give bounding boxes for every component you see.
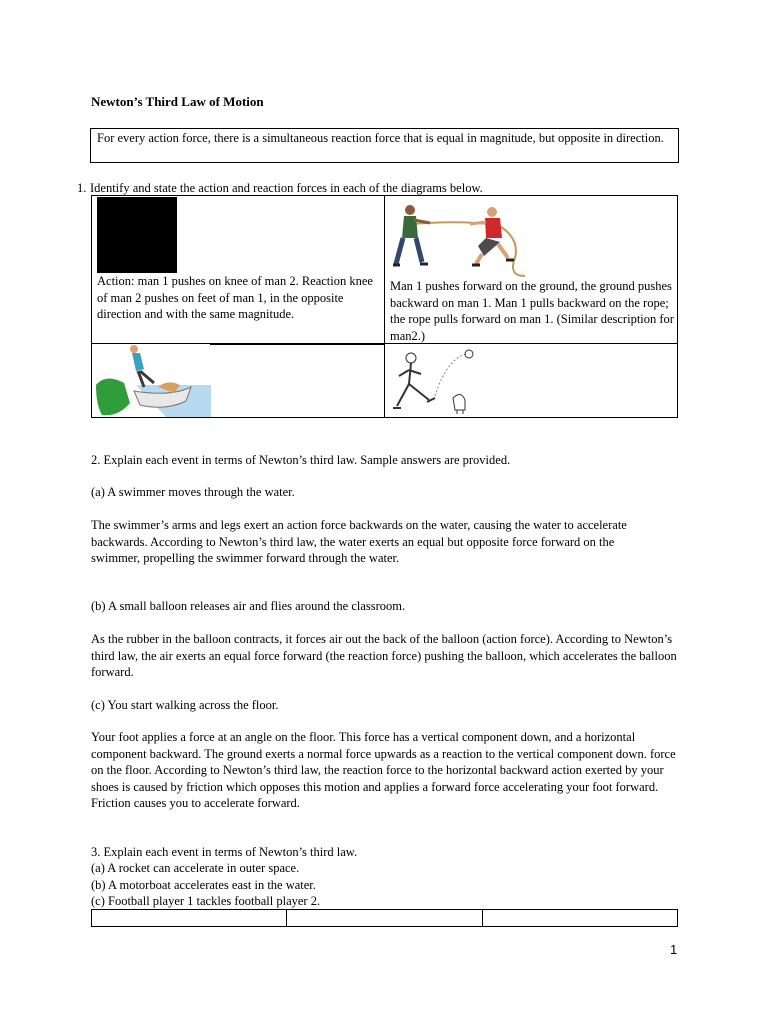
q2b-answer: As the rubber in the balloon contracts, it forces air out the back of the balloon (action force). According to Newton’s third law, the air exerts an equal force forward (the reaction force) pushing the balloon, which accelerates the balloon forward. <box>91 632 677 679</box>
q3-intro: 3. Explain each event in terms of Newton’s third law. <box>91 845 358 859</box>
diagram-cell-1 <box>92 196 385 344</box>
cell-1-text: Action: man 1 pushes on knee of man 2. Reaction knee of man 2 pushes on feet of man 1, in the opposite direction and with the same magnitude. <box>97 274 373 321</box>
diagram-cell-4 <box>385 344 678 418</box>
q2-intro: 2. Explain each event in terms of Newton’s third law. Sample answers are provided. <box>91 453 511 467</box>
q2c-question: (c) You start walking across the floor. <box>91 698 279 712</box>
q2c-answer: Your foot applies a force at an angle on the floor. This force has a vertical component down, and a horizontal component backward. The ground exerts a normal force upwards as a reaction to the vertical component down. force on the floor. According to Newton’s third law, the reaction force to the horizontal backward action exerted by your shoes is caused by friction which opposes this motion and applies a forward force accelerating your foot forward. Friction causes you to accelerate forward. <box>91 730 676 810</box>
cell-2-text: Man 1 pushes forward on the ground, the ground pushes backward on man 1. Man 1 pulls backward on the rope; the rope pulls forward on man 1. (Similar description for man2.) <box>390 279 674 343</box>
answer-cell <box>482 910 677 927</box>
diagram-table <box>91 195 678 418</box>
page-title: Newton’s Third Law of Motion <box>91 94 264 109</box>
question-1 <box>77 180 483 196</box>
answer-table <box>91 909 678 927</box>
q3a: (a) A rocket can accelerate in outer space. <box>91 861 300 875</box>
diagram-cell-3 <box>92 344 385 418</box>
kicking-ball-image <box>391 348 481 414</box>
diagram-cell-2 <box>385 196 678 344</box>
q3c: (c) Football player 1 tackles football player 2. <box>91 894 321 908</box>
page-number: 1 <box>670 942 678 957</box>
q2a-answer: The swimmer’s arms and legs exert an action force backwards on the water, causing the water to accelerate backwards. According to Newton’s third law, the water exerts an equal but opposite force forward on the swimmer, propelling the swimmer forward through the water. <box>91 518 627 565</box>
q2b-question: (b) A small balloon releases air and flies around the classroom. <box>91 599 406 613</box>
definition-box: For every action force, there is a simultaneous reaction force that is equal in magnitude, but opposite in direction. <box>90 128 679 163</box>
boat-image <box>96 345 211 417</box>
q3b: (b) A motorboat accelerates east in the water. <box>91 878 316 892</box>
answer-cell <box>287 910 482 927</box>
tug-of-war-image <box>390 198 540 278</box>
question-1-number: 1. <box>77 181 87 195</box>
answer-cell <box>92 910 287 927</box>
q2a-question: (a) A swimmer moves through the water. <box>91 485 295 499</box>
cell-3-rule <box>210 344 384 345</box>
question-1-prompt: Identify and state the action and reaction forces in each of the diagrams below. <box>90 181 483 195</box>
redacted-image <box>97 197 177 273</box>
